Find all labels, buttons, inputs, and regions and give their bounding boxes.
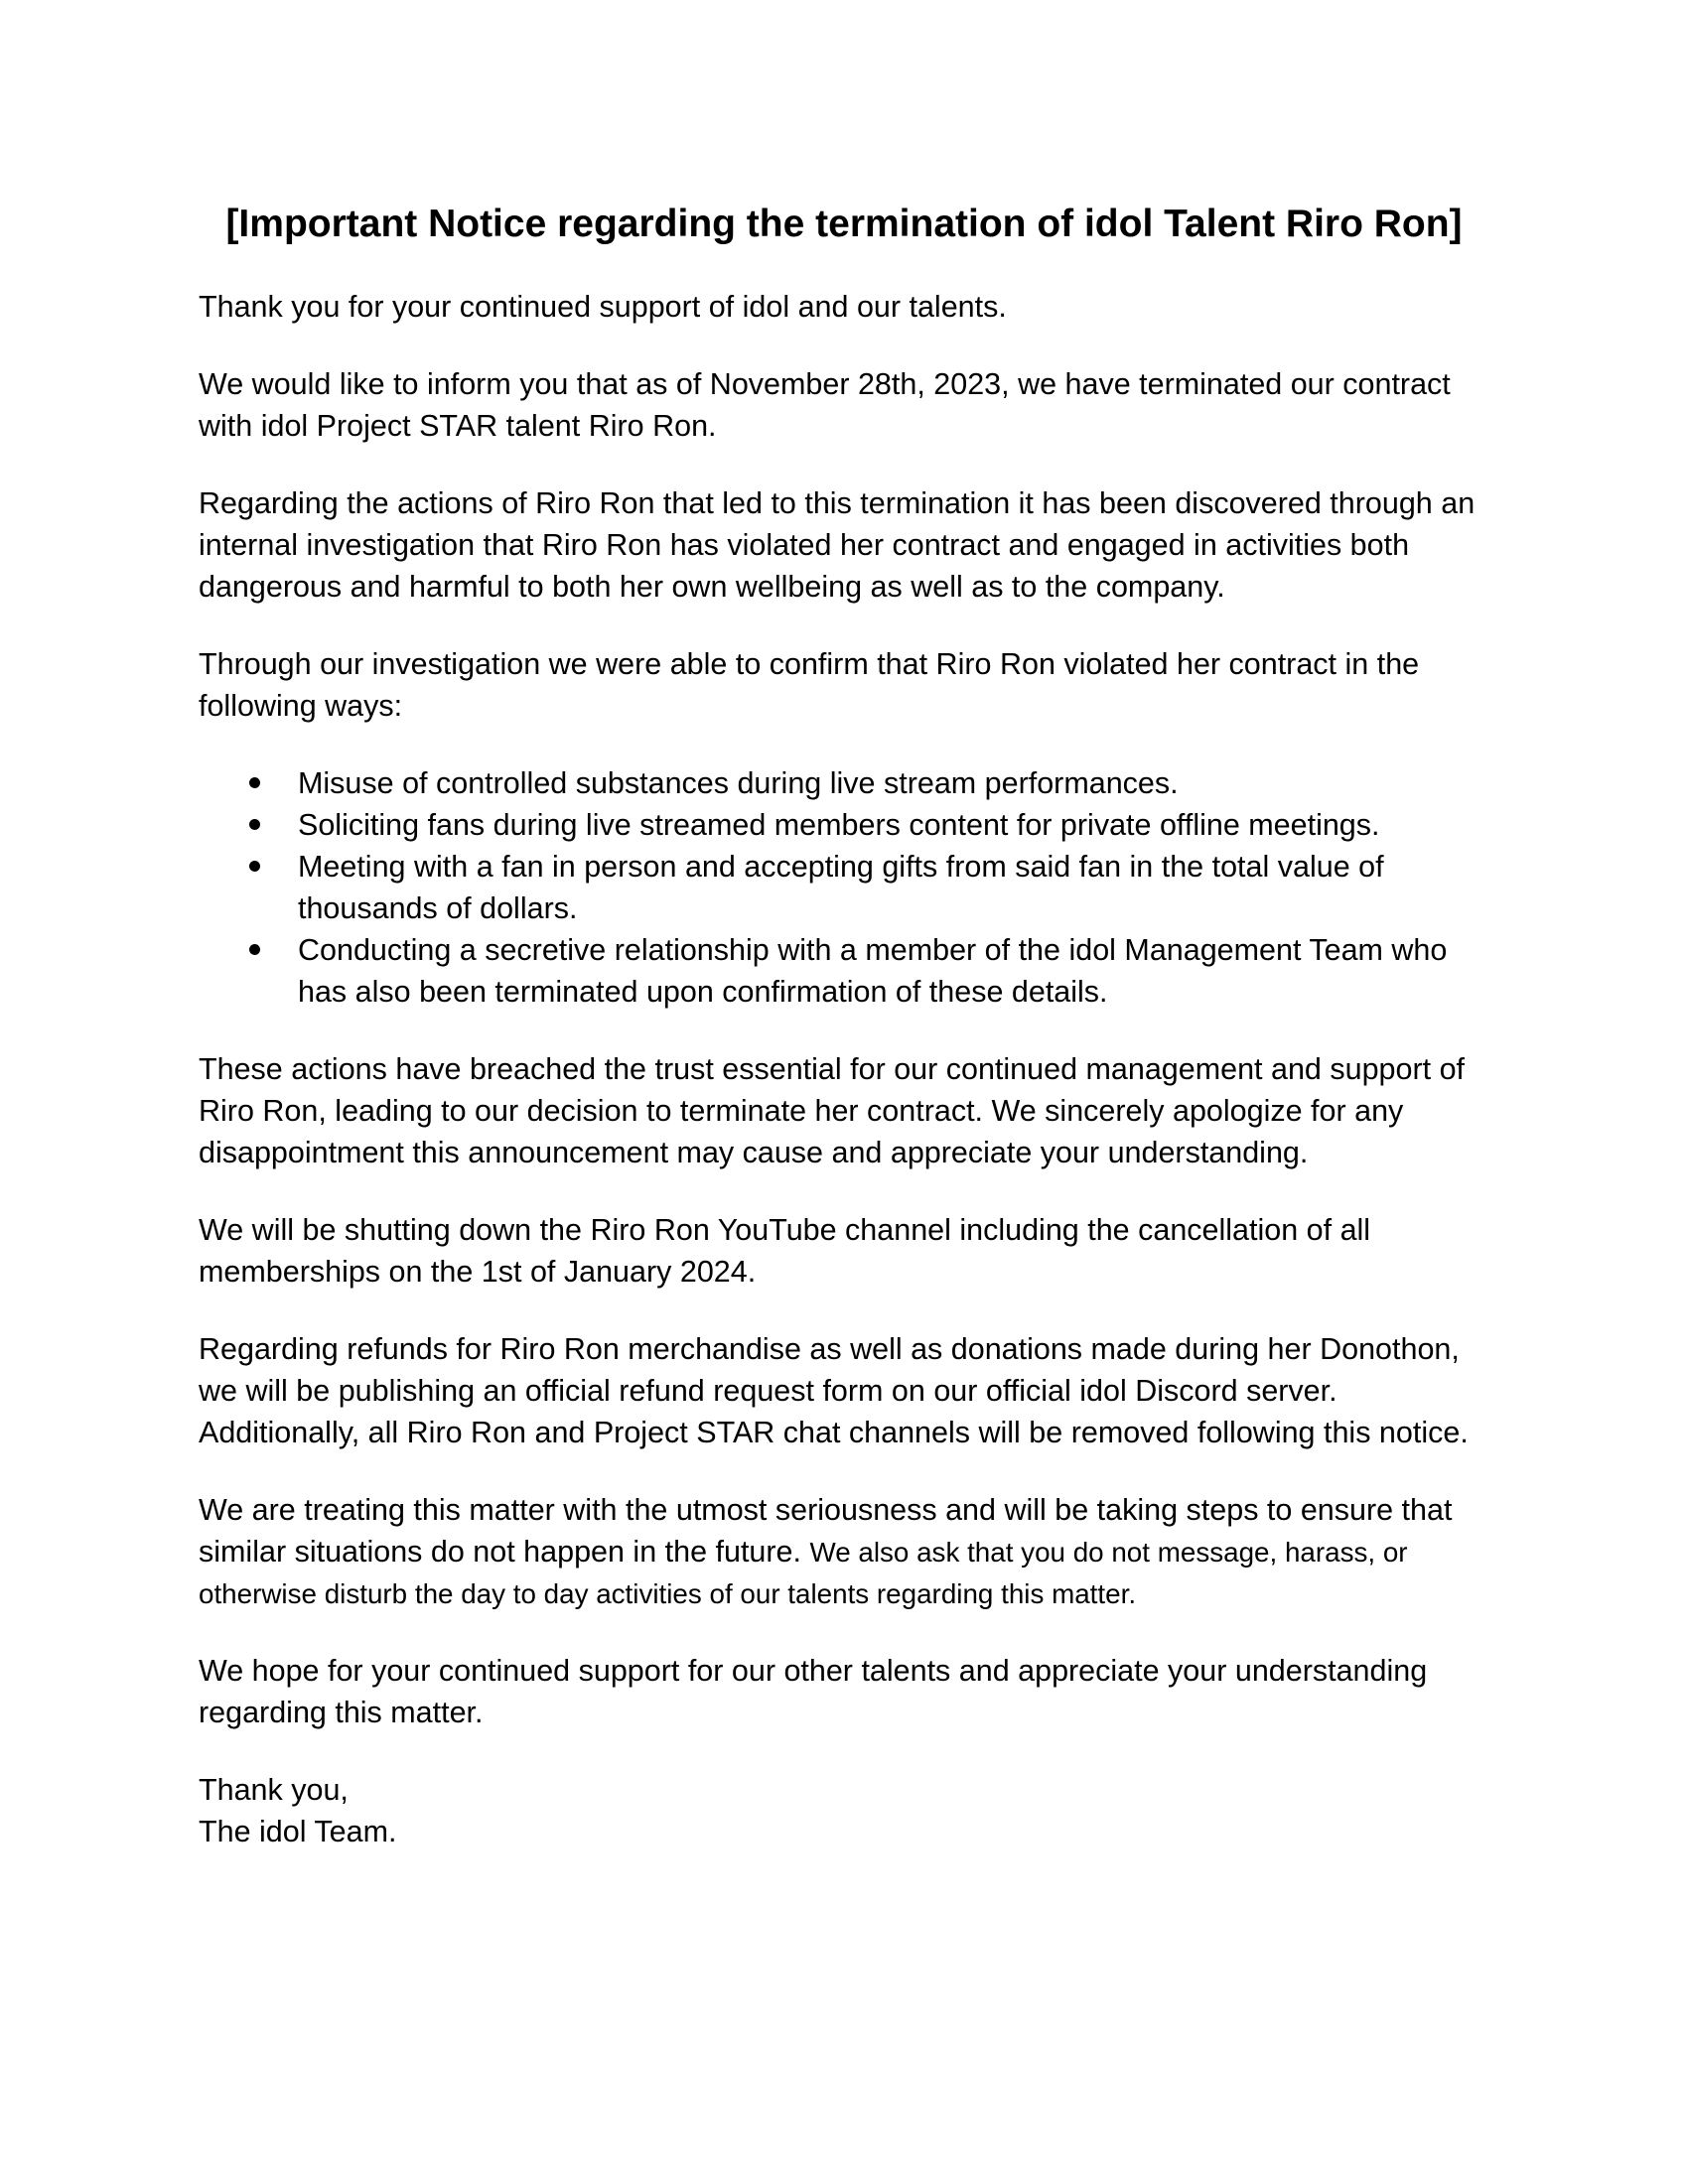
paragraph-termination: We would like to inform you that as of November 28th, 2023, we have terminated our contract with idol Project STAR talent Riro Ron. (199, 367, 1451, 443)
paragraph-closing: We hope for your continued support for our other talents and appreciate your understanding regarding this matter. (199, 1654, 1428, 1729)
list-item-text: Conducting a secretive relationship with a member of the idol Management Team who has also been terminated upon confirmation of these details. (298, 933, 1448, 1009)
paragraph-actions: Regarding the actions of Riro Ron that led to this termination it has been discovered through an internal investigation that Riro Ron has violated her contract and engaged in activities both dangerous and harmful to both her own wellbeing as well as to the company. (199, 486, 1476, 604)
list-item-soliciting (298, 804, 1489, 846)
list-item-relationship (298, 929, 1489, 1013)
violation-list (199, 762, 1489, 1013)
paragraph-support: Thank you for your continued support of idol and our talents. (199, 290, 1007, 324)
list-item-text: Soliciting fans during live streamed members content for private offline meetings. (298, 808, 1380, 842)
bullet-icon (249, 777, 260, 788)
bullet-icon (249, 819, 260, 830)
document-title: [Important Notice regarding the termination of idol Talent Riro Ron] (225, 203, 1463, 245)
list-item-text: Meeting with a fan in person and accepting gifts from said fan in the total value of thousands of dollars. (298, 850, 1384, 925)
paragraph-seriousness (199, 1489, 1489, 1614)
paragraph-refunds: Regarding refunds for Riro Ron merchandise as well as donations made during her Donothon, we will be publishing an official refund request form on our official idol Discord server. Additionally, all Riro Ron and Project STAR chat channels will be removed following this notice. (199, 1332, 1469, 1449)
bullet-icon (249, 861, 260, 872)
paragraph-breach: These actions have breached the trust essential for our continued management and support of Riro Ron, leading to our decision to terminate her contract. We sincerely apologize for any disappointment this announcement may cause and appreciate your understanding. (199, 1052, 1466, 1169)
list-item-text: Misuse of controlled substances during live stream performances. (298, 766, 1179, 800)
signoff-line-2: The idol Team. (199, 1815, 397, 1848)
paragraph-shutdown: We will be shutting down the Riro Ron YouTube channel including the cancellation of all memberships on the 1st of January 2024. (199, 1213, 1371, 1289)
list-item-substances (298, 762, 1489, 804)
paragraph-seriousness-small: We also ask that you do not message, harass, or otherwise disturb the day to day activities of our talents regarding this matter. (199, 1537, 1408, 1609)
bullet-icon (249, 944, 260, 955)
paragraph-seriousness-normal: We are treating this matter with the utmost seriousness and will be taking steps to ensure that similar situations do not happen in the future. (199, 1493, 1453, 1569)
signoff-line-1: Thank you, (199, 1773, 349, 1807)
paragraph-investigation: Through our investigation we were able to confirm that Riro Ron violated her contract in the following ways: (199, 647, 1420, 723)
list-item-meeting (298, 846, 1489, 929)
